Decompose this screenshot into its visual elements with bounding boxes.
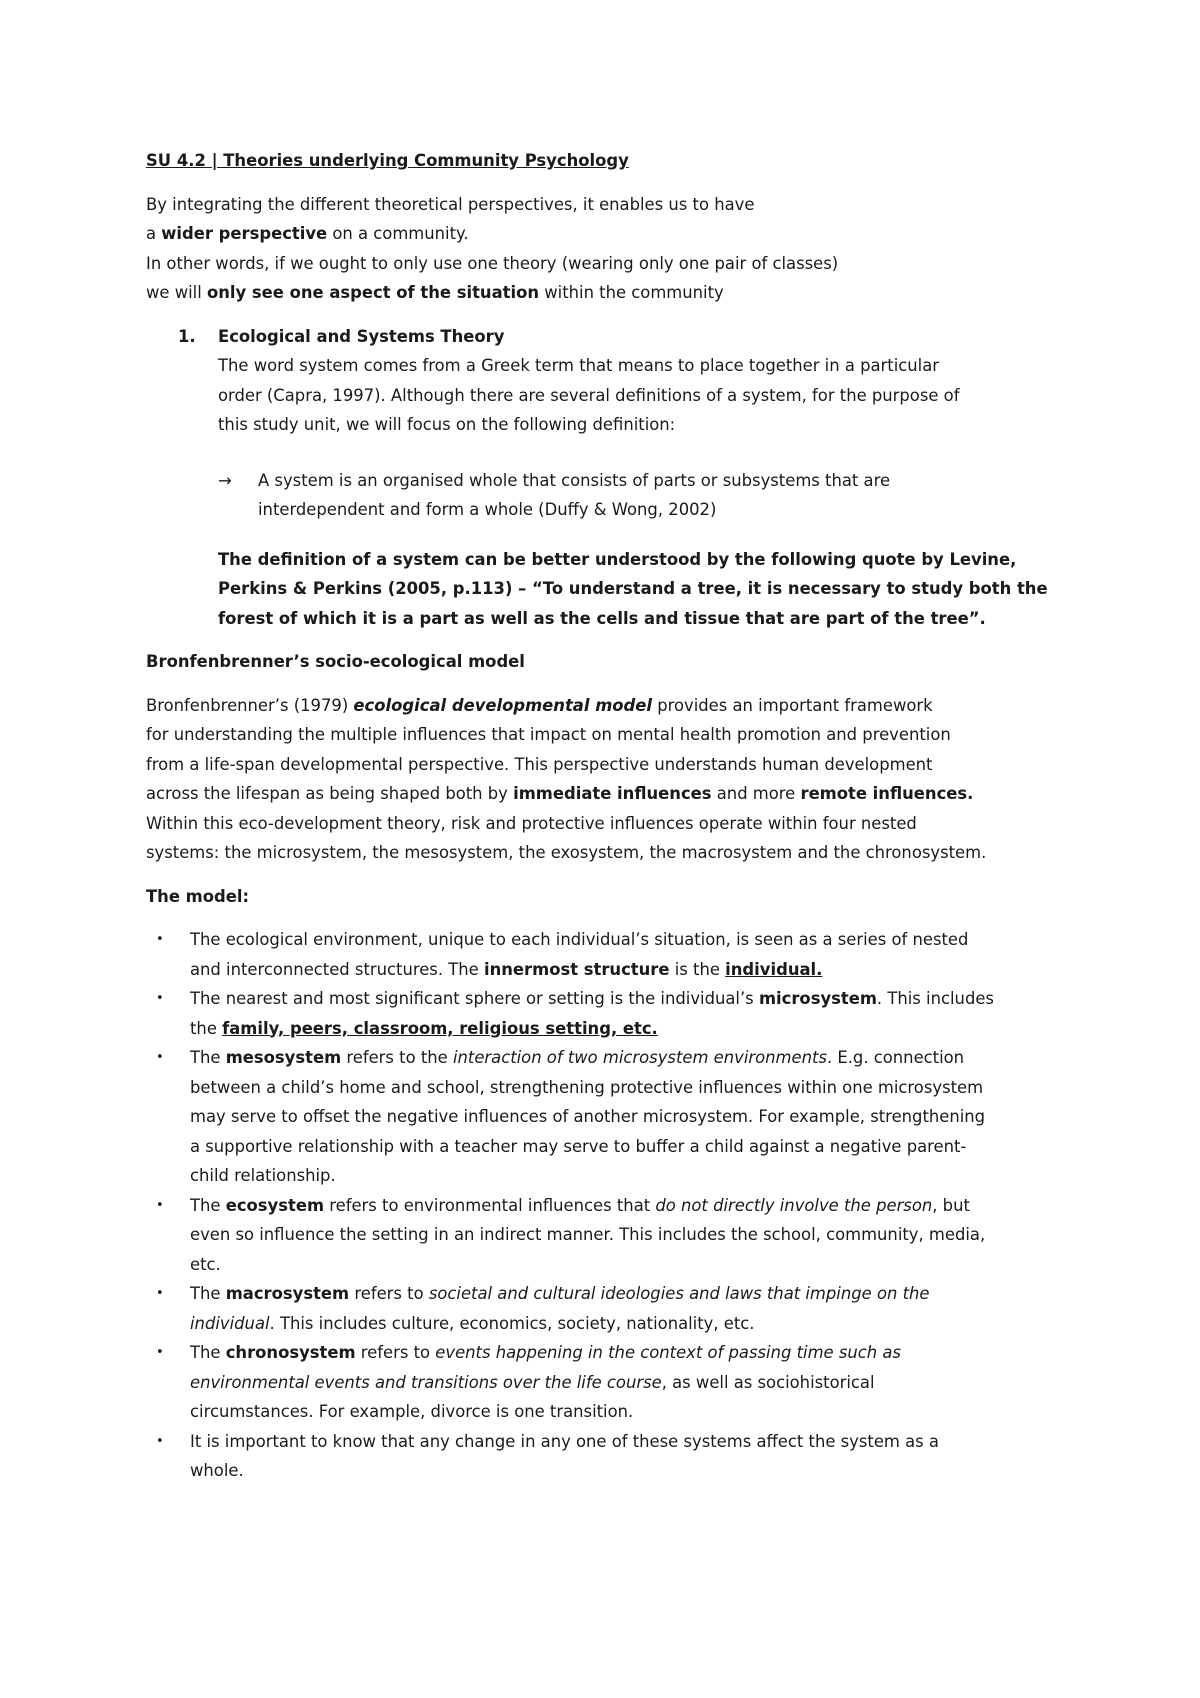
bullet-icon: • [156,1286,164,1301]
item-fragment: refers to the [341,1048,453,1067]
item-text: child relationship. [190,1166,336,1185]
list-item [146,1427,1066,1486]
item-text [190,984,1066,1014]
item-text: between a child’s home and school, strengthening protective influences within one microsystem [190,1077,984,1097]
section-text: this study unit, we will focus on the following definition: [218,415,676,434]
item-text: It is important to know that any change in any one of these systems affect the system as a [190,1431,939,1451]
item-bold: mesosystem [225,1048,342,1067]
item-fragment: The nearest and most significant sphere or setting is the individual’s [190,989,759,1008]
quote-text: Perkins & Perkins (2005, p.113) – “To understand a tree, it is necessary to study both the [218,579,1048,598]
item-fragment: . E.g. connection [826,1048,965,1067]
item-bold: chronosystem [225,1343,356,1362]
definition-text: A system is an organised whole that consists of parts or subsystems that are [258,470,891,490]
item-text: etc. [190,1254,221,1274]
item-italic: individual [190,1313,270,1333]
list-item [146,925,1066,984]
intro-text: a [146,224,162,243]
bullet-icon: • [156,932,164,947]
intro-line-2 [146,219,1066,249]
bronf-text: across the lifespan as being shaped both by [146,784,514,803]
section-text: order (Capra, 1997). Although there are several definitions of a system, for the purpose of [218,385,960,405]
item-fragment: . This includes culture, economics, society, nationality, etc. [269,1313,755,1333]
item-italic: interaction of two microsystem environments [452,1048,827,1067]
item-bold: microsystem [758,989,877,1008]
quote-text: The definition of a system can be better understood by the following quote by Levine, [218,549,1017,569]
item-text [190,955,1066,985]
document-page [146,146,1066,1486]
item-bold-underline: individual. [725,959,823,979]
item-text [190,1191,1066,1221]
item-fragment: , but [932,1195,970,1215]
bronf-text: Bronfenbrenner’s (1979) [146,695,354,715]
item-text [190,1368,1066,1398]
section-heading: Ecological and Systems Theory [218,326,505,346]
item-italic: societal and cultural ideologies and laws that impinge on the [428,1284,930,1303]
bullet-icon: • [156,1197,164,1213]
item-bold: macrosystem [225,1284,350,1303]
item-text: whole. [190,1461,244,1480]
bronf-line: Within this eco-development theory, risk and protective influences operate within four nested [146,813,917,833]
bullet-icon: • [156,1345,164,1360]
item-fragment: The [190,1048,226,1067]
item-fragment: refers to [349,1284,429,1303]
item-italic: events happening in the context of passing time such as [435,1343,901,1362]
list-item [146,984,1066,1043]
item-text: a supportive relationship with a teacher may serve to buffer a child against a negative parent- [190,1136,967,1156]
bronf-line [146,779,1066,809]
item-text: circumstances. For example, divorce is one transition. [190,1402,634,1421]
model-heading: The model: [146,886,250,906]
list-item [146,1279,1066,1338]
bronf-line: from a life-span developmental perspective. This perspective understands human development [146,754,933,774]
item-text [190,1014,1066,1044]
item-fragment: is the [669,959,726,979]
arrow-right-icon: → [218,470,232,490]
list-item [146,1191,1066,1280]
bronfenbrenner-heading: Bronfenbrenner’s socio-ecological model [146,652,525,671]
item-italic: environmental events and transitions over the life course [190,1372,662,1392]
intro-bold: only see one aspect of the situation [206,283,540,302]
section-number: 1. [178,326,196,346]
item-bold: innermost structure [483,959,670,979]
bronfenbrenner-paragraph [146,691,1066,868]
system-definition [146,466,1066,525]
intro-line-4 [146,278,1066,308]
item-fragment: The [190,1284,226,1303]
intro-line-3: In other words, if we ought to only use one theory (wearing only one pair of classes) [146,253,839,273]
bronf-text: provides an important framework [652,695,933,715]
item-fragment: . This includes [876,989,994,1008]
intro-text: on a community. [327,224,469,243]
intro-line-1: By integrating the different theoretical perspectives, it enables us to have [146,194,755,214]
item-fragment: The [190,1195,226,1215]
levine-quote [146,545,1066,634]
intro-paragraph [146,190,1066,308]
item-text: even so influence the setting in an indirect manner. This includes the school, community, media, [190,1225,986,1244]
item-text: The ecological environment, unique to each individual’s situation, is seen as a series of nested [190,930,969,949]
bronf-line: systems: the microsystem, the mesosystem, the exosystem, the macrosystem and the chronosystem. [146,843,987,862]
quote-text: forest of which it is a part as well as the cells and tissue that are part of the tree”. [218,608,986,628]
item-bold: ecosystem [225,1195,325,1215]
item-fragment: refers to [355,1343,436,1362]
section-ecological-systems [146,322,1066,440]
intro-text: within the community [539,283,724,302]
item-bold-underline: family, peers, classroom, religious setting, etc. [222,1018,658,1038]
model-list [146,925,1066,1486]
item-text [190,1309,1066,1339]
item-fragment: the [190,1018,223,1038]
item-text: may serve to offset the negative influences of another microsystem. For example, strengthening [190,1107,986,1126]
item-text [190,1338,1066,1368]
item-fragment: The [190,1343,226,1362]
item-text [190,1279,1066,1309]
bronf-emphasis: ecological developmental model [353,695,652,715]
list-item [146,1338,1066,1427]
intro-text: we will [146,283,207,302]
bronf-bold: remote influences. [800,784,974,803]
document-title: SU 4.2 | Theories underlying Community Psychology [146,151,629,170]
bronf-line [146,691,1066,721]
bronf-bold: immediate influences [513,784,712,803]
bronf-line: for understanding the multiple influences that impact on mental health promotion and prevention [146,725,951,744]
item-text [190,1043,1066,1073]
intro-bold: wider perspective [161,224,328,243]
item-fragment: refers to environmental influences that [324,1195,656,1215]
item-fragment: and interconnected structures. The [190,959,484,979]
bullet-icon: • [156,1050,164,1065]
list-item [146,1043,1066,1191]
item-fragment: , as well as sociohistorical [661,1372,875,1392]
item-italic: do not directly involve the person [655,1195,933,1215]
bullet-icon: • [156,991,164,1006]
bronf-text: and more [711,784,801,803]
section-text: The word system comes from a Greek term that means to place together in a particular [218,356,939,375]
bullet-icon: • [156,1433,164,1449]
definition-text: interdependent and form a whole (Duffy & Wong, 2002) [258,500,717,519]
